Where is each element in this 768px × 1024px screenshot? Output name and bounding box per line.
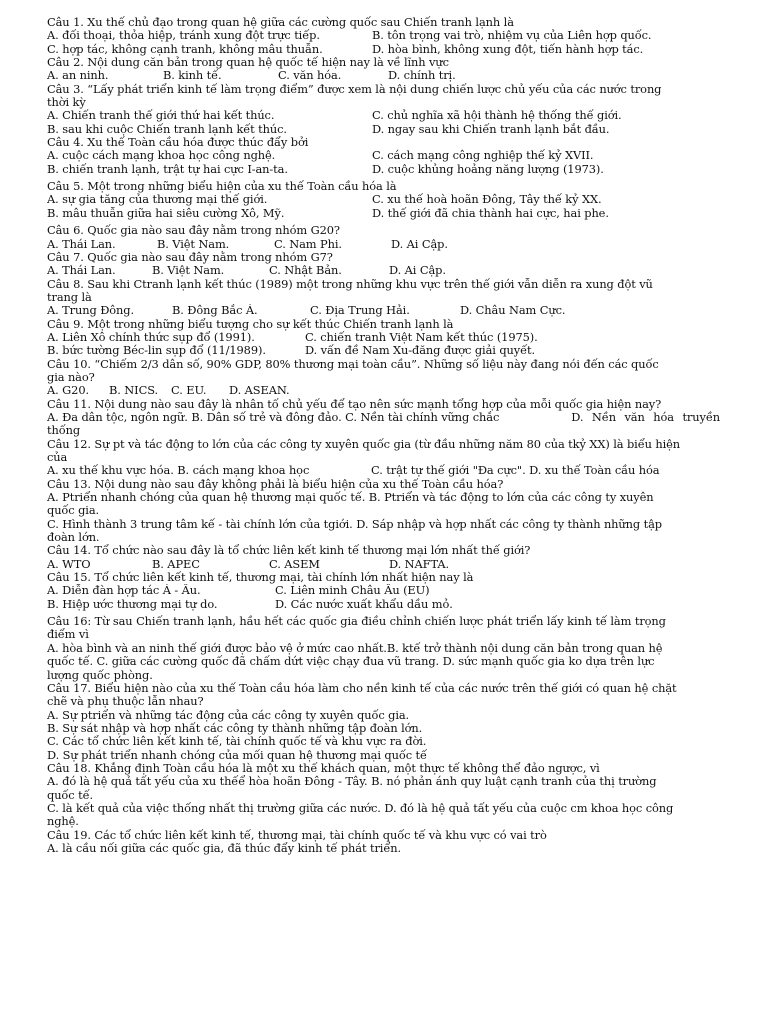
question-14-options (47, 558, 720, 571)
option-d: D. chính trị. (388, 69, 456, 83)
question-11-options (47, 411, 720, 424)
question-10-cont: gia nào? (47, 370, 95, 384)
option-d: D. Ai Cập. (389, 264, 446, 278)
question-10-options (47, 384, 720, 397)
option-c: C. chủ nghĩa xã hội thành hệ thống thế giới. (372, 109, 622, 123)
question-13-line-2: quốc gia. (47, 504, 100, 518)
option-a: A. sự gia tăng của thương mại thế giới. (47, 193, 268, 207)
option-a: A. đối thoại, thỏa hiệp, tránh xung đột trực tiếp. (47, 29, 320, 43)
option-b: B. Đông Bắc Á. (172, 304, 258, 318)
option-d: D. ngay sau khi Chiến tranh lạnh bắt đầu. (372, 122, 610, 136)
question-2: Câu 2. Nội dung căn bản trong quan hệ quốc tế hiện nay là về lĩnh vực (47, 56, 449, 70)
question-18-line-4: nghệ. (47, 815, 79, 829)
option-b: B. NICS. (109, 384, 159, 398)
option-a: A. Thái Lan. (47, 264, 116, 278)
option-a: A. Thái Lan. (47, 237, 116, 251)
question-6-options (47, 238, 720, 251)
question-18-line-2: quốc tế. (47, 788, 94, 802)
question-11-cont: thống (47, 424, 81, 438)
question-17-cont: chẽ và phụ thuộc lẫn nhau? (47, 695, 204, 709)
option-d: D. Các nước xuất khẩu dầu mỏ. (275, 597, 453, 611)
option-d: D. thế giới đã chia thành hai cực, hai phe. (372, 206, 609, 220)
question-18-line-1: A. đó là hệ quả tất yếu của xu thếể hòa hoãn Đông - Tây. B. nó phản ánh quy luật cạnh tranh của thị trường (47, 775, 657, 789)
option-a: A. G20. (47, 384, 89, 398)
question-1-options-row-2 (47, 43, 720, 56)
question-8-options (47, 304, 720, 317)
question-13-line-4: đoàn lớn. (47, 531, 100, 545)
question-16-line-3: lượng quốc phòng. (47, 668, 153, 682)
question-9-options-row-2 (47, 344, 720, 357)
option-c: C. cách mạng công nghiệp thế kỷ XVII. (372, 149, 594, 163)
option-c: C. EU. (171, 384, 207, 398)
question-18-line-3: C. là kết quả của việc thống nhất thị trường giữa các nước. D. đó là hệ quả tất yếu của cuộc cm khoa học công (47, 801, 674, 815)
question-2-options (47, 69, 720, 82)
option-b: B. Việt Nam. (152, 264, 225, 278)
option-c: C. Nam Phi. (274, 237, 342, 251)
option-d: D. NAFTA. (389, 557, 449, 571)
option-d: D. cuộc khủng hoảng năng lượng (1973). (372, 162, 604, 176)
option-a: A. Trung Đông. (47, 304, 134, 318)
question-17-option-a: A. Sự ptriển và những tác động của các công ty xuyên quốc gia. (47, 708, 410, 722)
question-19-option-a: A. là cầu nối giữa các quốc gia, đã thúc đẩy kinh tế phát triển. (47, 841, 401, 855)
question-3-options-row-1 (47, 109, 720, 122)
question-15-options-row-1 (47, 584, 720, 597)
question-13-line-3: C. Hình thành 3 trung tâm kế - tài chính lớn của tgiới. D. Sáp nhập và hợp nhất các công ty thành những tập (47, 517, 662, 531)
question-12-options (47, 464, 720, 477)
question-3: Câu 3. “Lấy phát triển kinh tế làm trọng điểm” được xem là nội dung chiến lược chủ yếu của các nước trong (47, 82, 662, 96)
question-7: Câu 7. Quốc gia nào sau đây nằm trong nhóm G7? (47, 250, 333, 264)
question-8-cont: trang là (47, 290, 92, 304)
question-1: Câu 1. Xu thế chủ đạo trong quan hệ giữa các cường quốc sau Chiến tranh lạnh là (47, 16, 514, 29)
question-8: Câu 8. Sau khi Ctranh lạnh kết thúc (1989) một trong những khu vực trên thế giới vẫn diễn ra xung đột vũ (47, 277, 653, 291)
question-14: Câu 14. Tổ chức nào sau đây là tổ chức liên kết kinh tế thương mại lớn nhất thế giới? (47, 544, 531, 558)
question-15: Câu 15. Tổ chức liên kết kinh tế, thương mại, tài chính lớn nhất hiện nay là (47, 571, 474, 585)
options-a-to-c: A. Đa dân tộc, ngôn ngữ. B. Dân số trẻ và đông đảo. C. Nền tài chính vững chắc (47, 410, 500, 424)
question-9: Câu 9. Một trong những biểu tượng cho sự kết thúc Chiến tranh lạnh là (47, 317, 454, 331)
question-11: Câu 11. Nội dung nào sau đây là nhân tố chủ yếu để tạo nên sức mạnh tổng hợp của mỗi quốc gia hiện nay? (47, 397, 662, 411)
option-a: A. an ninh. (47, 69, 109, 83)
option-b: B. Việt Nam. (157, 237, 230, 251)
question-4-options-row-2 (47, 163, 720, 176)
question-12: Câu 12. Sự pt và tác động to lớn của các công ty xuyên quốc gia (từ đầu những năm 80 của tkỷ XX) là biểu hiện (47, 437, 681, 451)
question-18: Câu 18. Khẳng định Toàn cầu hóa là một xu thế khách quan, một thực tế không thể đảo ngược, vì (47, 761, 600, 775)
question-7-options (47, 264, 720, 277)
question-10: Câu 10. “Chiếm 2/3 dân số, 90% GDP, 80% thương mại toàn cầu”. Những số liệu này đang nói đến các quốc (47, 357, 659, 371)
option-d: D. ASEAN. (229, 384, 290, 398)
option-b: B. tôn trọng vai trò, nhiệm vụ của Liên hợp quốc. (372, 29, 652, 43)
question-3-cont: thời kỳ (47, 96, 86, 110)
question-13-line-1: A. Ptriển nhanh chóng của quan hệ thương mại quốc tế. B. Ptriển và tác động to lớn của các công ty xuyên (47, 491, 654, 505)
option-c: C. chiến tranh Việt Nam kết thúc (1975). (305, 330, 538, 344)
option-a: A. Chiến tranh thế giới thứ hai kết thúc. (47, 109, 275, 123)
option-b: B. APEC (152, 557, 200, 571)
option-b: B. chiến tranh lạnh, trật tự hai cực I-an-ta. (47, 162, 288, 176)
option-a: A. WTO (47, 557, 91, 571)
question-13: Câu 13. Nội dung nào sau đây không phải là biểu hiện của xu thế Toàn cầu hóa? (47, 477, 504, 491)
question-17: Câu 17. Biểu hiện nào của xu thế Toàn cầu hóa làm cho nền kinh tế của các nước trên thế giới có quan hệ chặt (47, 681, 677, 695)
option-c: C. hợp tác, không cạnh tranh, không mâu thuẫn. (47, 42, 323, 56)
option-d: D. hòa bình, không xung đột, tiến hành hợp tác. (372, 42, 644, 56)
option-c: C. Nhật Bản. (269, 264, 342, 278)
question-6: Câu 6. Quốc gia nào sau đây nằm trong nhóm G20? (47, 224, 340, 238)
option-c: C. xu thế hoà hoãn Đông, Tây thế kỷ XX. (372, 193, 602, 207)
question-17-option-c: C. Các tổ chức liên kết kinh tế, tài chính quốc tế và khu vực ra đời. (47, 735, 427, 749)
option-b: B. Hiệp ước thương mại tự do. (47, 597, 218, 611)
option-b: B. mâu thuẫn giữa hai siêu cường Xô, Mỹ. (47, 206, 285, 220)
option-a: A. Diễn đàn hợp tác Á - Âu. (47, 584, 201, 598)
question-3-options-row-2 (47, 123, 720, 136)
question-16-line-1: A. hòa bình và an ninh thế giới được bảo vệ ở mức cao nhất.B. ktế trở thành nội dung căn bản trong quan hệ (47, 641, 663, 655)
option-b: B. sau khi cuộc Chiến tranh lạnh kết thúc. (47, 122, 287, 136)
option-d: D. Ai Cập. (391, 237, 448, 251)
option-a: A. Liên Xô chính thức sụp đổ (1991). (47, 330, 255, 344)
option-a: A. cuộc cách mạng khoa học công nghệ. (47, 149, 276, 163)
question-4-options-row-1 (47, 149, 720, 162)
option-b: B. bức tường Béc-lin sụp đổ (11/1989). (47, 344, 266, 358)
question-12-cont: của (47, 451, 68, 464)
options-a-b: A. xu thế khu vực hóa. B. cách mạng khoa học (47, 464, 310, 478)
options-c-d: C. trật tự thế giới "Đa cực". D. xu thế Toàn cầu hóa (371, 464, 660, 478)
option-c: C. Địa Trung Hải. (310, 304, 410, 318)
question-17-option-d: D. Sự phát triển nhanh chóng của mối quan hệ thương mại quốc tế (47, 748, 427, 762)
question-1-options-row-1 (47, 29, 720, 42)
option-c: C. văn hóa. (278, 69, 342, 83)
option-d: D. Nền văn hóa truyền (571, 410, 720, 424)
option-d: D. vấn đề Nam Xu-đăng được giải quyết. (305, 344, 536, 358)
question-5: Câu 5. Một trong những biểu hiện của xu thế Toàn cầu hóa là (47, 180, 397, 194)
question-15-options-row-2 (47, 598, 720, 611)
option-b: B. kinh tế. (163, 69, 222, 83)
question-5-options-row-2 (47, 207, 720, 220)
question-16-cont: điểm vì (47, 628, 89, 642)
question-17-option-b: B. Sự sát nhập và hợp nhất các công ty thành những tập đoàn lớn. (47, 721, 423, 735)
question-9-options-row-1 (47, 331, 720, 344)
option-c: C. Liên minh Châu Âu (EU) (275, 584, 430, 598)
question-16: Câu 16: Từ sau Chiến tranh lạnh, hầu hết các quốc gia điều chỉnh chiến lược phát triển lấy kinh tế làm trọng (47, 615, 666, 629)
question-19: Câu 19. Các tổ chức liên kết kinh tế, thương mại, tài chính quốc tế và khu vực có vai trò (47, 828, 547, 842)
question-16-line-2: quốc tế. C. giữa các cường quốc đã chấm dứt việc chạy đua vũ trang. D. sức mạnh quốc gia ko dựa trên lực (47, 655, 655, 669)
question-4: Câu 4. Xu thế Toàn cầu hóa được thúc đẩy bởi (47, 136, 309, 150)
option-d: D. Châu Nam Cực. (460, 304, 566, 318)
question-5-options-row-1 (47, 193, 720, 206)
option-c: C. ASEM (269, 557, 320, 571)
